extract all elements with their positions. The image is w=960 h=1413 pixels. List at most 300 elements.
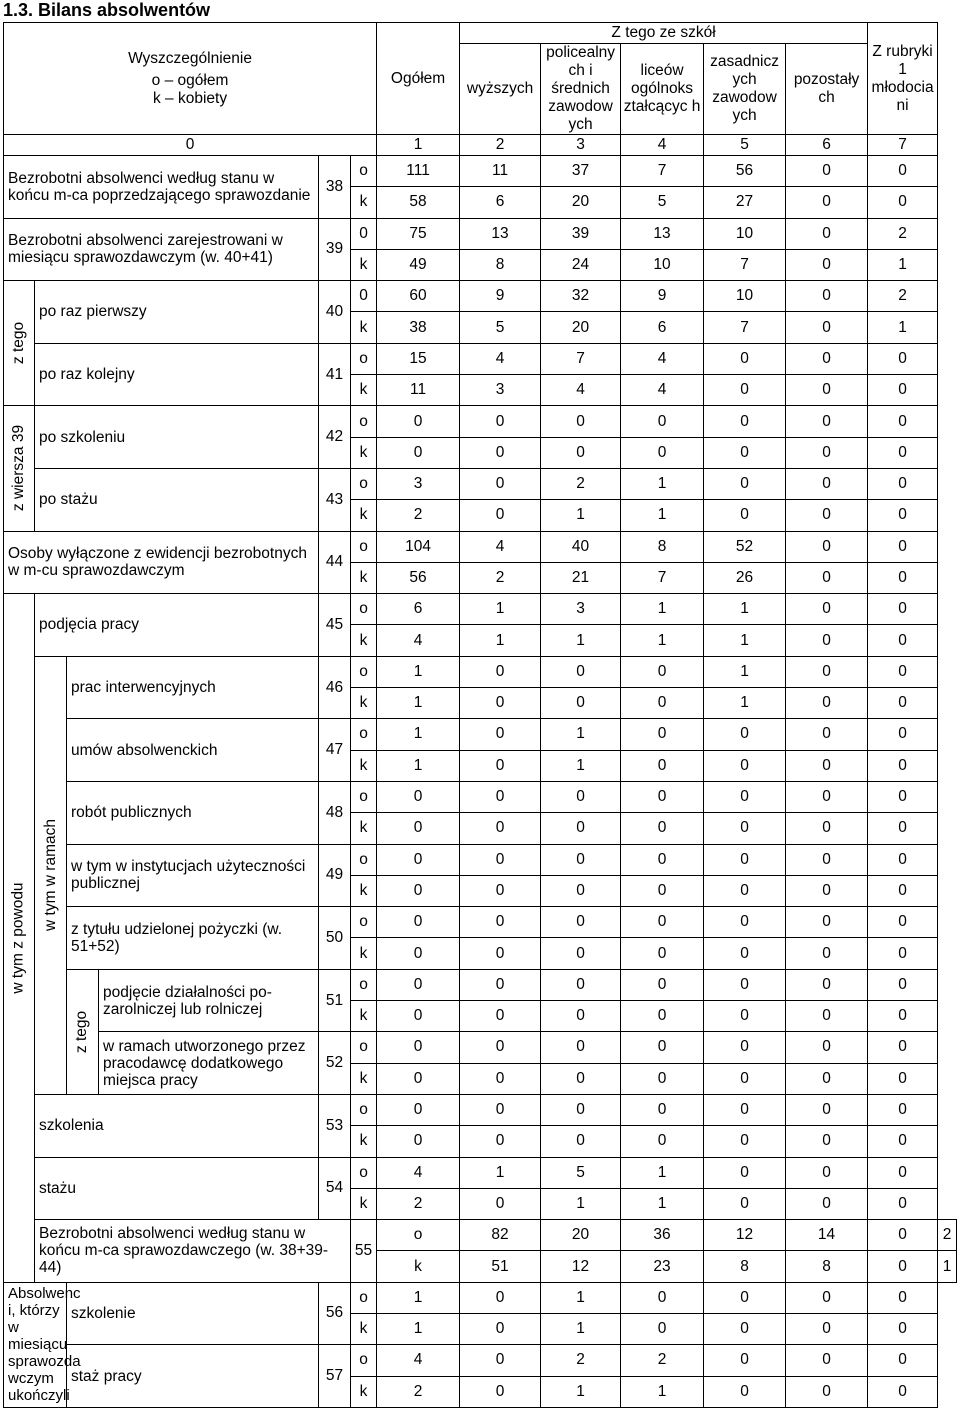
o-marker: o [351, 156, 377, 187]
row-number: 42 [319, 406, 351, 469]
value-cell: 111 [377, 156, 460, 187]
postsecondary-header: policealny ch i średnich zawodow ych [541, 44, 621, 135]
value-cell: 0 [868, 938, 938, 969]
row-number: 50 [319, 907, 351, 970]
k-marker: k [351, 813, 377, 844]
value-cell: 104 [377, 531, 460, 562]
table-row [4, 781, 957, 812]
row-label: staż pracy [67, 1345, 319, 1408]
value-cell: 0 [786, 562, 868, 593]
value-cell: 0 [868, 1126, 938, 1157]
school-group-header: Z tego ze szkół [460, 23, 868, 44]
column-index: 0 [4, 135, 377, 156]
value-cell: 40 [541, 531, 621, 562]
value-cell: 0 [786, 343, 868, 374]
k-marker: k [351, 1376, 377, 1407]
value-cell: 1 [541, 625, 621, 656]
value-cell: 0 [621, 938, 704, 969]
k-marker: k [351, 249, 377, 280]
k-marker: k [351, 1001, 377, 1032]
table-row [4, 907, 957, 938]
o-marker: o [351, 719, 377, 750]
row-number: 46 [319, 656, 351, 719]
table-row [4, 719, 957, 750]
row-label: robót publicznych [67, 781, 319, 844]
row-number: 39 [319, 218, 351, 281]
value-cell: 0 [868, 1251, 938, 1282]
k-marker: k [351, 437, 377, 468]
value-cell: 1 [938, 1251, 957, 1282]
value-cell: 0 [868, 187, 938, 218]
row-label: podjęcie działalności po-zarolniczej lub rolniczej [99, 969, 319, 1032]
value-cell: 2 [938, 1220, 957, 1251]
value-cell: 0 [786, 656, 868, 687]
column-index: 6 [786, 135, 868, 156]
value-cell: 0 [541, 844, 621, 875]
k-marker: k [351, 562, 377, 593]
value-cell: 0 [868, 750, 938, 781]
value-cell: 0 [541, 938, 621, 969]
side-label-z-tego-2-text: z tego [73, 1010, 91, 1053]
spec-k: k – kobiety [152, 89, 228, 107]
value-cell: 0 [704, 1376, 786, 1407]
value-cell: 0 [786, 625, 868, 656]
value-cell: 0 [621, 1313, 704, 1344]
row-label: Osoby wyłączone z ewidencji bezrobotnych w m-cu sprawozdawczym [4, 531, 319, 594]
value-cell: 5 [621, 187, 704, 218]
value-cell: 14 [786, 1220, 868, 1251]
row-number: 41 [319, 343, 351, 406]
value-cell: 0 [868, 813, 938, 844]
value-cell: 3 [541, 594, 621, 625]
value-cell: 0 [786, 781, 868, 812]
value-cell: 13 [460, 218, 541, 249]
value-cell: 1 [621, 594, 704, 625]
o-marker: o [351, 594, 377, 625]
column-index: 1 [377, 135, 460, 156]
value-cell: 1 [704, 625, 786, 656]
section-title: 1.3. Bilans absolwentów [3, 0, 211, 20]
value-cell: 1 [377, 1313, 460, 1344]
value-cell: 56 [377, 562, 460, 593]
o-marker: o [351, 1157, 377, 1188]
value-cell: 20 [541, 312, 621, 343]
value-cell: 0 [541, 813, 621, 844]
value-cell: 0 [868, 781, 938, 812]
value-cell: 0 [786, 719, 868, 750]
row-label: w ramach utworzonego przez pracodawcę dodatkowego miejsca pracy [99, 1032, 319, 1095]
table-row [4, 656, 957, 687]
value-cell: 4 [377, 625, 460, 656]
value-cell: 0 [621, 907, 704, 938]
column-index: 7 [868, 135, 938, 156]
value-cell: 52 [704, 531, 786, 562]
value-cell: 20 [541, 187, 621, 218]
side-label-z-wiersza-39-wrap [4, 425, 34, 512]
side-label-z-tego-1-text: z tego [10, 322, 28, 365]
value-cell: 49 [377, 249, 460, 280]
spec-o: o – ogółem [151, 71, 229, 89]
value-cell: 0 [460, 1032, 541, 1063]
value-cell: 0 [621, 406, 704, 437]
value-cell: 3 [460, 375, 541, 406]
row-label: z tytułu udzielonej pożyczki (w. 51+52) [67, 907, 319, 970]
value-cell: 0 [541, 406, 621, 437]
value-cell: 2 [621, 1345, 704, 1376]
value-cell: 0 [621, 656, 704, 687]
value-cell: 0 [786, 844, 868, 875]
value-cell: 0 [786, 1188, 868, 1219]
o-marker: o [377, 1220, 460, 1251]
value-cell: 1 [377, 750, 460, 781]
side-label-z-wiersza-39 [4, 406, 35, 531]
graduates-label: Absolwenc i, którzy w miesiącu sprawozda wczym ukończyli [4, 1282, 67, 1407]
value-cell: 2 [541, 1345, 621, 1376]
value-cell: 0 [704, 343, 786, 374]
value-cell: 1 [621, 1157, 704, 1188]
value-cell: 0 [868, 907, 938, 938]
value-cell: 75 [377, 218, 460, 249]
value-cell: 0 [786, 594, 868, 625]
value-cell: 1 [541, 719, 621, 750]
o-marker: o [351, 781, 377, 812]
value-cell: 0 [704, 500, 786, 531]
row-number: 56 [319, 1282, 351, 1345]
value-cell: 0 [460, 688, 541, 719]
value-cell: 0 [868, 406, 938, 437]
value-cell: 1 [377, 688, 460, 719]
value-cell: 39 [541, 218, 621, 249]
value-cell: 0 [704, 406, 786, 437]
k-marker: k [351, 750, 377, 781]
value-cell: 4 [621, 375, 704, 406]
value-cell: 0 [786, 406, 868, 437]
value-cell: 0 [621, 844, 704, 875]
value-cell: 0 [868, 875, 938, 906]
value-cell: 0 [460, 1001, 541, 1032]
value-cell: 38 [377, 312, 460, 343]
value-cell: 0 [541, 688, 621, 719]
value-cell: 26 [704, 562, 786, 593]
row-number: 49 [319, 844, 351, 907]
value-cell: 11 [460, 156, 541, 187]
value-cell: 0 [786, 531, 868, 562]
value-cell: 0 [704, 719, 786, 750]
value-cell: 0 [621, 1094, 704, 1125]
column-index: 4 [621, 135, 704, 156]
side-label-w-tym-w-ramach-text: w tym w ramach [41, 819, 59, 932]
value-cell: 0 [704, 1188, 786, 1219]
value-cell: 0 [704, 468, 786, 499]
value-cell: 24 [541, 249, 621, 280]
value-cell: 10 [621, 249, 704, 280]
value-cell: 0 [377, 875, 460, 906]
o-marker: 0 [351, 218, 377, 249]
value-cell: 2 [868, 281, 938, 312]
o-marker: 0 [351, 281, 377, 312]
side-label-z-wiersza-39-text: z wiersza 39 [10, 425, 27, 512]
row-label: po szkoleniu [35, 406, 319, 469]
value-cell: 0 [460, 437, 541, 468]
value-cell: 0 [786, 938, 868, 969]
row-label: Bezrobotni absolwenci zarejestrowani w miesiącu sprawozdawczym (w. 40+41) [4, 218, 319, 281]
row-label: Bezrobotni absolwenci według stanu w końcu m-ca poprzedzającego sprawozdanie [4, 156, 319, 219]
value-cell: 0 [786, 218, 868, 249]
value-cell: 0 [460, 907, 541, 938]
value-cell: 0 [704, 750, 786, 781]
value-cell: 0 [621, 1282, 704, 1313]
value-cell: 0 [704, 938, 786, 969]
value-cell: 0 [377, 844, 460, 875]
value-cell: 0 [377, 969, 460, 1000]
value-cell: 0 [377, 437, 460, 468]
value-cell: 0 [460, 1376, 541, 1407]
value-cell: 36 [621, 1220, 704, 1251]
value-cell: 56 [704, 156, 786, 187]
value-cell: 8 [786, 1251, 868, 1282]
value-cell: 0 [868, 500, 938, 531]
value-cell: 1 [377, 1282, 460, 1313]
value-cell: 0 [786, 375, 868, 406]
value-cell: 4 [377, 1157, 460, 1188]
value-cell: 11 [377, 375, 460, 406]
value-cell: 1 [460, 1157, 541, 1188]
vocational-header: zasadnicz ych zawodow ych [704, 44, 786, 135]
o-marker: o [351, 1282, 377, 1313]
value-cell: 20 [541, 1220, 621, 1251]
value-cell: 0 [460, 938, 541, 969]
value-cell: 1 [460, 625, 541, 656]
table-row [4, 1345, 957, 1376]
value-cell: 0 [541, 1001, 621, 1032]
column-index: 2 [460, 135, 541, 156]
value-cell: 6 [460, 187, 541, 218]
value-cell: 0 [786, 500, 868, 531]
value-cell: 0 [377, 1094, 460, 1125]
value-cell: 0 [868, 1157, 938, 1188]
value-cell: 12 [704, 1220, 786, 1251]
value-cell: 10 [704, 281, 786, 312]
value-cell: 0 [460, 1313, 541, 1344]
k-marker: k [351, 375, 377, 406]
value-cell: 0 [541, 1126, 621, 1157]
value-cell: 0 [786, 1376, 868, 1407]
table-row [4, 531, 957, 562]
row-number: 38 [319, 156, 351, 219]
row-label: po raz kolejny [35, 343, 319, 406]
o-marker: o [351, 844, 377, 875]
row-label: prac interwencyjnych [67, 656, 319, 719]
value-cell: 1 [541, 1313, 621, 1344]
row-label: w tym w instytucjach użyteczności publicznej [67, 844, 319, 907]
value-cell: 4 [541, 375, 621, 406]
value-cell: 0 [868, 1001, 938, 1032]
value-cell: 8 [460, 249, 541, 280]
k-marker: k [377, 1251, 460, 1282]
value-cell: 7 [541, 343, 621, 374]
value-cell: 1 [377, 656, 460, 687]
other-header: pozostały ch [786, 44, 868, 135]
value-cell: 0 [377, 1063, 460, 1094]
k-marker: k [351, 1063, 377, 1094]
value-cell: 1 [621, 468, 704, 499]
value-cell: 0 [868, 1345, 938, 1376]
value-cell: 1 [541, 1376, 621, 1407]
row-number: 47 [319, 719, 351, 782]
value-cell: 0 [621, 719, 704, 750]
value-cell: 0 [868, 656, 938, 687]
value-cell: 6 [621, 312, 704, 343]
value-cell: 0 [621, 1001, 704, 1032]
value-cell: 0 [460, 1345, 541, 1376]
row-label: podjęcia pracy [35, 594, 319, 657]
value-cell: 0 [621, 969, 704, 1000]
value-cell: 0 [868, 688, 938, 719]
value-cell: 1 [704, 688, 786, 719]
value-cell: 0 [786, 1345, 868, 1376]
value-cell: 0 [868, 594, 938, 625]
value-cell: 0 [460, 1063, 541, 1094]
side-label-w-tym-z-powodu-wrap [4, 882, 34, 994]
side-label-z-tego-2-wrap [67, 1010, 98, 1053]
value-cell: 1 [541, 1188, 621, 1219]
row-number: 54 [319, 1157, 351, 1220]
spec-header [4, 23, 377, 135]
column-index: 5 [704, 135, 786, 156]
value-cell: 4 [621, 343, 704, 374]
general-header: liceów ogólnoks ztałcącyc h [621, 44, 704, 135]
value-cell: 0 [541, 907, 621, 938]
value-cell: 0 [786, 1157, 868, 1188]
value-cell: 0 [460, 1188, 541, 1219]
value-cell: 0 [460, 1094, 541, 1125]
table-row [4, 1282, 957, 1313]
value-cell: 4 [377, 1345, 460, 1376]
table-row [4, 343, 957, 374]
k-marker: k [351, 938, 377, 969]
k-marker: k [351, 1188, 377, 1219]
table-row [4, 468, 957, 499]
value-cell: 0 [868, 719, 938, 750]
value-cell: 0 [868, 437, 938, 468]
value-cell: 1 [541, 500, 621, 531]
total-header: Ogółem [377, 23, 460, 135]
value-cell: 5 [541, 1157, 621, 1188]
value-cell: 0 [868, 1376, 938, 1407]
value-cell: 0 [868, 1094, 938, 1125]
value-cell: 1 [704, 594, 786, 625]
value-cell: 0 [868, 1188, 938, 1219]
value-cell: 0 [868, 375, 938, 406]
value-cell: 0 [704, 375, 786, 406]
value-cell: 0 [704, 1126, 786, 1157]
k-marker: k [351, 688, 377, 719]
value-cell: 7 [704, 249, 786, 280]
k-marker: k [351, 500, 377, 531]
value-cell: 0 [786, 249, 868, 280]
value-cell: 0 [704, 437, 786, 468]
value-cell: 0 [704, 969, 786, 1000]
value-cell: 0 [786, 312, 868, 343]
value-cell: 0 [868, 1282, 938, 1313]
side-label-z-tego-1-wrap [4, 322, 34, 365]
table-row [4, 1157, 957, 1188]
value-cell: 23 [621, 1251, 704, 1282]
k-marker: k [351, 875, 377, 906]
value-cell: 0 [621, 1063, 704, 1094]
value-cell: 0 [868, 1313, 938, 1344]
value-cell: 0 [868, 969, 938, 1000]
value-cell: 0 [786, 1032, 868, 1063]
k-marker: k [351, 1126, 377, 1157]
value-cell: 0 [786, 281, 868, 312]
row-label: po raz pierwszy [35, 281, 319, 344]
value-cell: 0 [377, 406, 460, 437]
value-cell: 82 [460, 1220, 541, 1251]
value-cell: 0 [541, 969, 621, 1000]
value-cell: 0 [460, 813, 541, 844]
row-label: po stażu [35, 468, 319, 531]
table-row [4, 1094, 957, 1125]
value-cell: 2 [377, 500, 460, 531]
side-label-w-tym-z-powodu-text: w tym z powodu [10, 882, 28, 994]
value-cell: 15 [377, 343, 460, 374]
row-number: 57 [319, 1345, 351, 1408]
value-cell: 0 [786, 969, 868, 1000]
value-cell: 0 [704, 1157, 786, 1188]
value-cell: 21 [541, 562, 621, 593]
value-cell: 1 [541, 750, 621, 781]
value-cell: 0 [377, 1032, 460, 1063]
value-cell: 0 [460, 719, 541, 750]
value-cell: 0 [377, 1001, 460, 1032]
value-cell: 0 [868, 1220, 938, 1251]
value-cell: 4 [460, 343, 541, 374]
k-marker: k [351, 1313, 377, 1344]
value-cell: 0 [704, 844, 786, 875]
o-marker: o [351, 468, 377, 499]
row-label: Bezrobotni absolwenci według stanu w końcu m-ca sprawozdawczego (w. 38+39-44) [35, 1220, 351, 1283]
value-cell: 0 [460, 875, 541, 906]
value-cell: 0 [786, 1313, 868, 1344]
value-cell: 0 [621, 875, 704, 906]
row-number: 45 [319, 594, 351, 657]
value-cell: 0 [704, 875, 786, 906]
value-cell: 2 [541, 468, 621, 499]
value-cell: 0 [786, 750, 868, 781]
value-cell: 0 [704, 1313, 786, 1344]
value-cell: 0 [621, 688, 704, 719]
higher-header: wyższych [460, 44, 541, 135]
value-cell: 0 [704, 1094, 786, 1125]
value-cell: 0 [868, 625, 938, 656]
value-cell: 0 [377, 813, 460, 844]
value-cell: 0 [621, 750, 704, 781]
value-cell: 1 [704, 656, 786, 687]
value-cell: 2 [377, 1188, 460, 1219]
value-cell: 0 [621, 1126, 704, 1157]
value-cell: 1 [541, 1282, 621, 1313]
k-marker: k [351, 187, 377, 218]
value-cell: 0 [786, 1063, 868, 1094]
value-cell: 6 [377, 594, 460, 625]
value-cell: 8 [621, 531, 704, 562]
value-cell: 7 [621, 562, 704, 593]
value-cell: 0 [704, 1032, 786, 1063]
o-marker: o [351, 656, 377, 687]
value-cell: 1 [460, 594, 541, 625]
o-marker: o [351, 1345, 377, 1376]
